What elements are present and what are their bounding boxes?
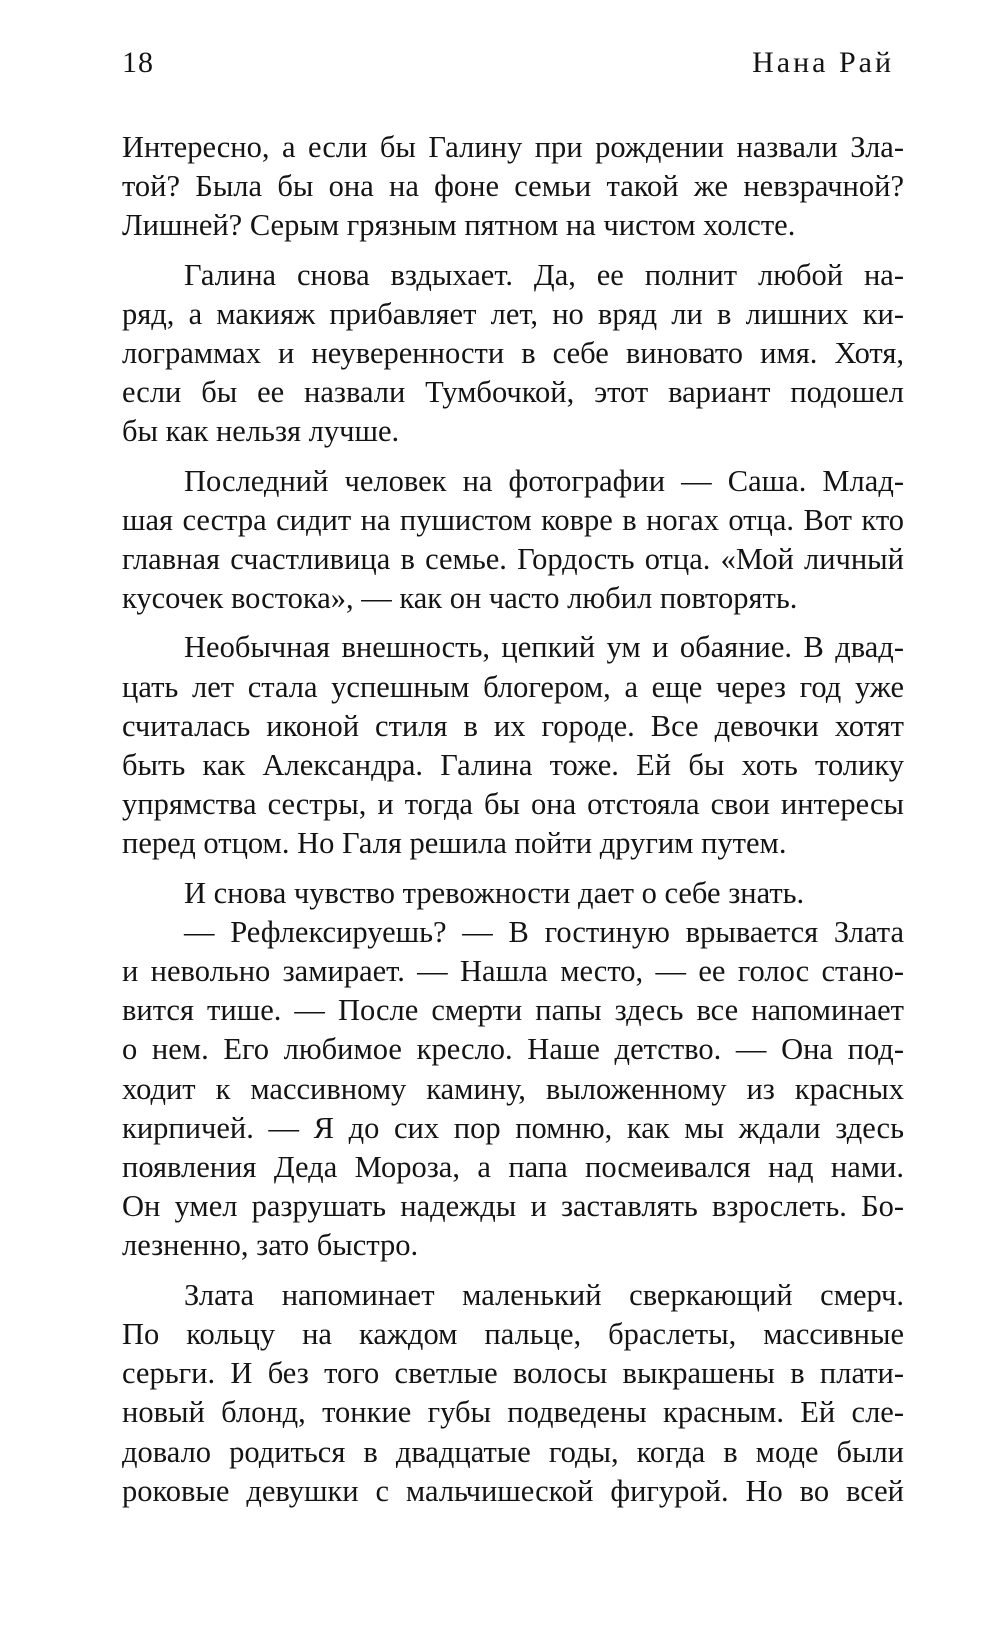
text-line: серьги. И без того светлые волосы выкрашены в плати- <box>122 1356 904 1391</box>
text-line: быть как Александра. Галина тоже. Ей бы хоть толику <box>122 748 904 783</box>
text-line: — Рефлексируешь? — В гостиную врывается Злата <box>184 914 904 949</box>
running-head-author: Нана Рай <box>752 46 894 79</box>
text-line: главная счастливица в семье. Гордость отца. «Мой личный <box>122 542 904 577</box>
text-line: Последний человек на фотографии — Саша. Млад- <box>184 463 904 498</box>
text-line: бы как нельзя лучше. <box>122 414 400 449</box>
paragraph <box>122 628 904 863</box>
text-line: ряд, а макияж прибавляет лет, но вряд ли в лишних ки- <box>122 296 904 331</box>
text-line: той? Была бы она на фоне семьи такой же невзрачной? <box>122 169 904 204</box>
text-line: кусочек востока», — как он часто любил повторять. <box>122 581 798 616</box>
paragraph <box>122 256 904 452</box>
text-line: Галина снова вздыхает. Да, ее полнит любой на- <box>184 257 904 292</box>
text-line: перед отцом. Но Галя решила пойти другим путем. <box>122 826 787 861</box>
text-line: цать лет стала успешным блогером, а еще через год уже <box>122 669 904 704</box>
text-line: По кольцу на каждом пальце, браслеты, массивные <box>122 1316 904 1351</box>
text-line: появления Деда Мороза, а папа посмеивался над нами. <box>122 1150 904 1185</box>
paragraph <box>122 128 904 246</box>
text-line: довало родиться в двадцатые годы, когда в моде были <box>122 1434 904 1469</box>
text-line: новый блонд, тонкие губы подведены красным. Ей сле- <box>122 1395 904 1430</box>
text-line: и невольно замирает. — Нашла место, — ее голос стано- <box>122 954 904 989</box>
text-line: ходит к массивному камину, выложенному из красных <box>122 1071 904 1106</box>
text-line: Необычная внешность, цепкий ум и обаяние. В двад- <box>184 630 904 665</box>
text-line: роковые девушки с мальчишеской фигурой. Но во всей <box>122 1473 904 1508</box>
paragraph <box>122 913 904 1266</box>
text-line: если бы ее назвали Тумбочкой, этот вариант подошел <box>122 375 904 410</box>
text-line: Злата напоминает маленький сверкающий смерч. <box>184 1277 904 1312</box>
text-line: Он умел разрушать надежды и заставлять взрослеть. Бо- <box>122 1189 904 1224</box>
paragraph <box>122 1276 904 1511</box>
paragraph <box>122 462 904 619</box>
text-line: упрямства сестры, и тогда бы она отстояла свои интересы <box>122 787 904 822</box>
text-line: о нем. Его любимое кресло. Наше детство. — Она под- <box>122 1032 904 1067</box>
text-line: Интересно, а если бы Галину при рождении назвали Зла- <box>122 130 904 164</box>
text-line: шая сестра сидит на пушистом ковре в ногах отца. Вот кто <box>122 502 904 537</box>
body-text <box>122 128 904 1511</box>
text-line: И снова чувство тревожности дает о себе знать. <box>184 875 805 910</box>
text-line: кирпичей. — Я до сих пор помню, как мы ждали здесь <box>122 1110 904 1145</box>
paragraph <box>122 874 904 913</box>
text-line: считалась иконой стиля в их городе. Все девочки хотят <box>122 708 904 743</box>
page-number: 18 <box>122 46 154 79</box>
text-line: Лишней? Серым грязным пятном на чистом холсте. <box>122 208 796 243</box>
page-header <box>122 46 894 90</box>
text-line: лограммах и неуверенности в себе виновато имя. Хотя, <box>122 336 904 371</box>
text-line: лезненно, зато быстро. <box>122 1228 419 1263</box>
text-line: вится тише. — После смерти папы здесь все напоминает <box>122 993 904 1028</box>
